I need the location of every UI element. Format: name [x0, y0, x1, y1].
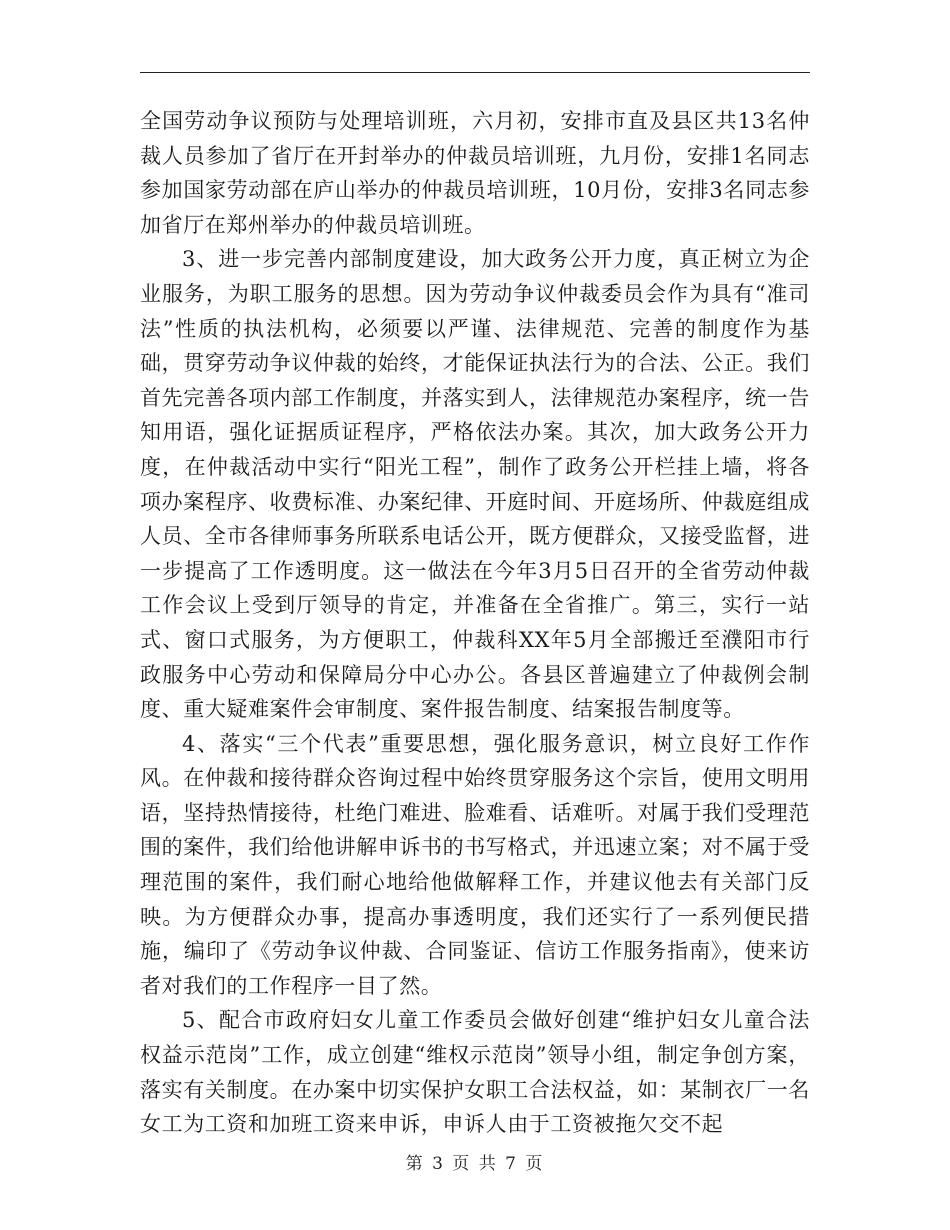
document-body [140, 104, 810, 1142]
paragraph-3: 4、落实“三个代表”重要思想，强化服务意识，树立良好工作作风。在仲裁和接待群众咨询过程中始终贯穿服务这个宗旨，使用文明用语，坚持热情接待，杜绝门难进、脸难看、话难听。对属于我们受理范围的案件，我们给他讲解申诉书的书写格式，并迅速立案；对不属于受理范围的案件，我们耐心地给他做解释工作，并建议他去有关部门反映。为方便群众办事，提高办事透明度，我们还实行了一系列便民措施，编印了《劳动争议仲裁、合同鉴证、信访工作服务指南》，使来访者对我们的工作程序一目了然。 [140, 731, 810, 998]
header-rule [140, 72, 810, 73]
page-number-footer: 第 3 页 共 7 页 [405, 1154, 545, 1174]
paragraph-2: 3、进一步完善内部制度建设，加大政务公开力度，真正树立为企业服务，为职工服务的思想。因为劳动争议仲裁委员会作为具有“准司法”性质的执法机构，必须要以严谨、法律规范、完善的制度作为基础，贯穿劳动争议仲裁的始终，才能保证执法行为的合法、公正。我们首先完善各项内部工作制度，并落实到人，法律规范办案程序，统一告知用语，强化证据质证程序，严格依法办案。其次，加大政务公开力度，在仲裁活动中实行“阳光工程”，制作了政务公开栏挂上墙，将各项办案程序、收费标准、办案纪律、开庭时间、开庭场所、仲裁庭组成人员、全市各律师事务所联系电话公开，既方便群众，又接受监督，进一步提高了工作透明度。这一做法在今年3月5日召开的全省劳动仲裁工作会议上受到厅领导的肯定，并准备在全省推广。第三，实行一站式、窗口式服务，为方便职工，仲裁科XX年5月全部搬迁至濮阳市行政服务中心劳动和保障局分中心办公。各县区普遍建立了仲裁例会制度、重大疑难案件会审制度、案件报告制度、结案报告制度等。 [140, 247, 810, 722]
paragraph-1: 全国劳动争议预防与处理培训班，六月初，安排市直及县区共13名仲裁人员参加了省厅在开封举办的仲裁员培训班，九月份，安排1名同志参加国家劳动部在庐山举办的仲裁员培训班，10月份，安排3名同志参加省厅在郑州举办的仲裁员培训班。 [140, 109, 810, 237]
paragraph-4: 5、配合市政府妇女儿童工作委员会做好创建“维护妇女儿童合法权益示范岗”工作，成立创建“维权示范岗”领导小组，制定争创方案，落实有关制度。在办案中切实保护女职工合法权益，如：某制衣厂一名女工为工资和加班工资来申诉，申诉人由于工资被拖欠交不起 [140, 1008, 810, 1137]
